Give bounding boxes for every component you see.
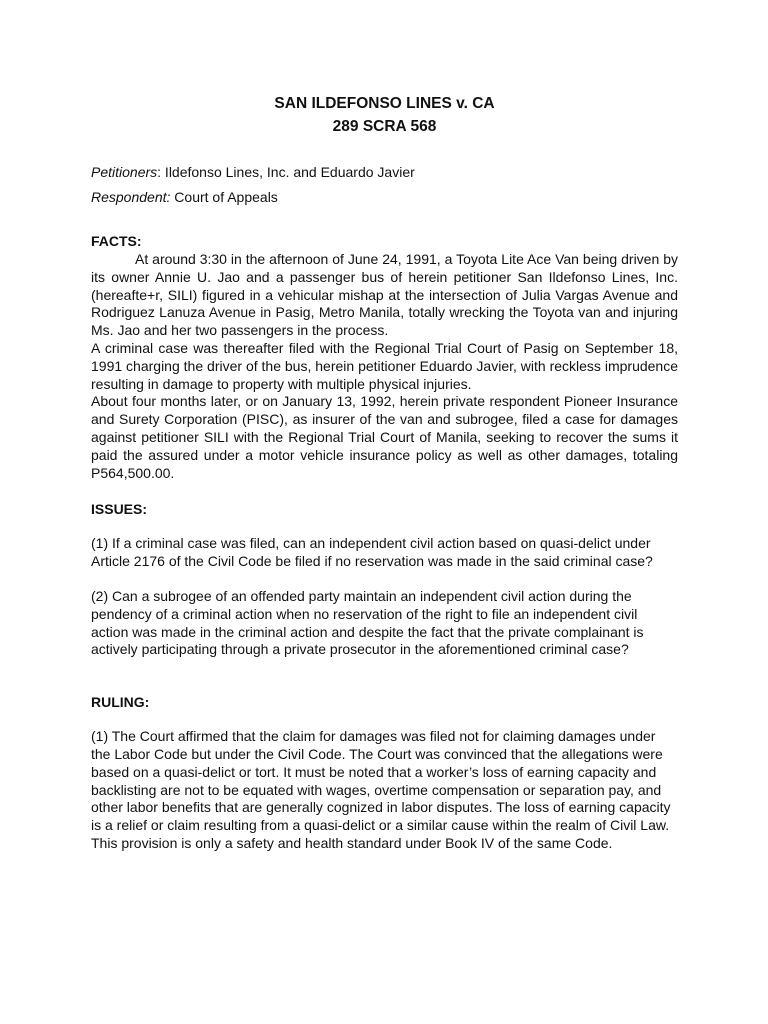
ruling-heading: RULING: bbox=[91, 694, 150, 711]
respondent-value: Court of Appeals bbox=[170, 189, 278, 205]
facts-section bbox=[91, 251, 678, 482]
petitioners-label: Petitioners bbox=[91, 164, 158, 180]
issue-item: (1) If a criminal case was filed, can an independent civil action based on quasi-delict under Article 2176 of the Civil Code be filed if no reservation was made in the said criminal case? bbox=[91, 535, 653, 570]
issues-heading: ISSUES: bbox=[91, 501, 148, 518]
issue-item: (2) Can a subrogee of an offended party maintain an independent civil action during the pendency of a criminal action when no reservation of the right to file an independent civil action was made in the criminal action and despite the fact that the private complainant is actively participating through a private prosecutor in the aforementioned criminal case? bbox=[91, 587, 644, 658]
facts-paragraph: At around 3:30 in the afternoon of June 24, 1991, a Toyota Lite Ace Van being driven by its owner Annie U. Jao and a passenger bus of herein petitioner San Ildefonso Lines, Inc. (hereafte+r, SILI) figured in a vehicular mishap at the intersection of Julia Vargas Avenue and Rodriguez Lanuza Avenue in Pasig, Metro Manila, totally wrecking the Toyota van and injuring Ms. Jao and her two passengers in the process. bbox=[91, 251, 678, 339]
document-page bbox=[91, 92, 678, 853]
petitioners-value: Ildefonso Lines, Inc. and Eduardo Javier bbox=[161, 164, 415, 180]
case-title-block bbox=[91, 92, 678, 138]
case-citation: 289 SCRA 568 bbox=[332, 118, 437, 135]
facts-heading: FACTS: bbox=[91, 233, 142, 249]
case-title: SAN ILDEFONSO LINES v. CA bbox=[274, 95, 495, 112]
parties-block bbox=[91, 163, 678, 206]
ruling-section bbox=[91, 728, 678, 853]
respondent-line bbox=[91, 188, 678, 206]
respondent-label: Respondent: bbox=[91, 189, 171, 205]
facts-paragraph: A criminal case was thereafter filed with the Regional Trial Court of Pasig on September 18, 1991 charging the driver of the bus, herein petitioner Eduardo Javier, with reckless imprudence resulting in damage to property with multiple physical injuries. bbox=[91, 339, 678, 392]
issues-section bbox=[91, 535, 678, 659]
facts-paragraph: About four months later, or on January 13, 1992, herein private respondent Pioneer Insurance and Surety Corporation (PISC), as insurer of the van and subrogee, filed a case for damages against petitioner SILI with the Regional Trial Court of Manila, seeking to recover the sums it paid the assured under a motor vehicle insurance policy as well as other damages, totaling P564,500.00. bbox=[91, 393, 678, 481]
ruling-item: (1) The Court affirmed that the claim for damages was filed not for claiming damages under the Labor Code but under the Civil Code. The Court was convinced that the allegations were based on a quasi-delict or tort. It must be noted that a worker’s loss of earning capacity and backlisting are not to be equated with wages, overtime compensation or separation pay, and other labor benefits that are generally cognized in labor disputes. The loss of earning capacity is a relief or claim resulting from a quasi-delict or a similar cause within the realm of Civil Law. This provision is only a safety and health standard under Book IV of the same Code. bbox=[91, 728, 671, 851]
petitioners-line: Petitioners: Ildefonso Lines, Inc. and Eduardo Javier bbox=[91, 164, 415, 180]
